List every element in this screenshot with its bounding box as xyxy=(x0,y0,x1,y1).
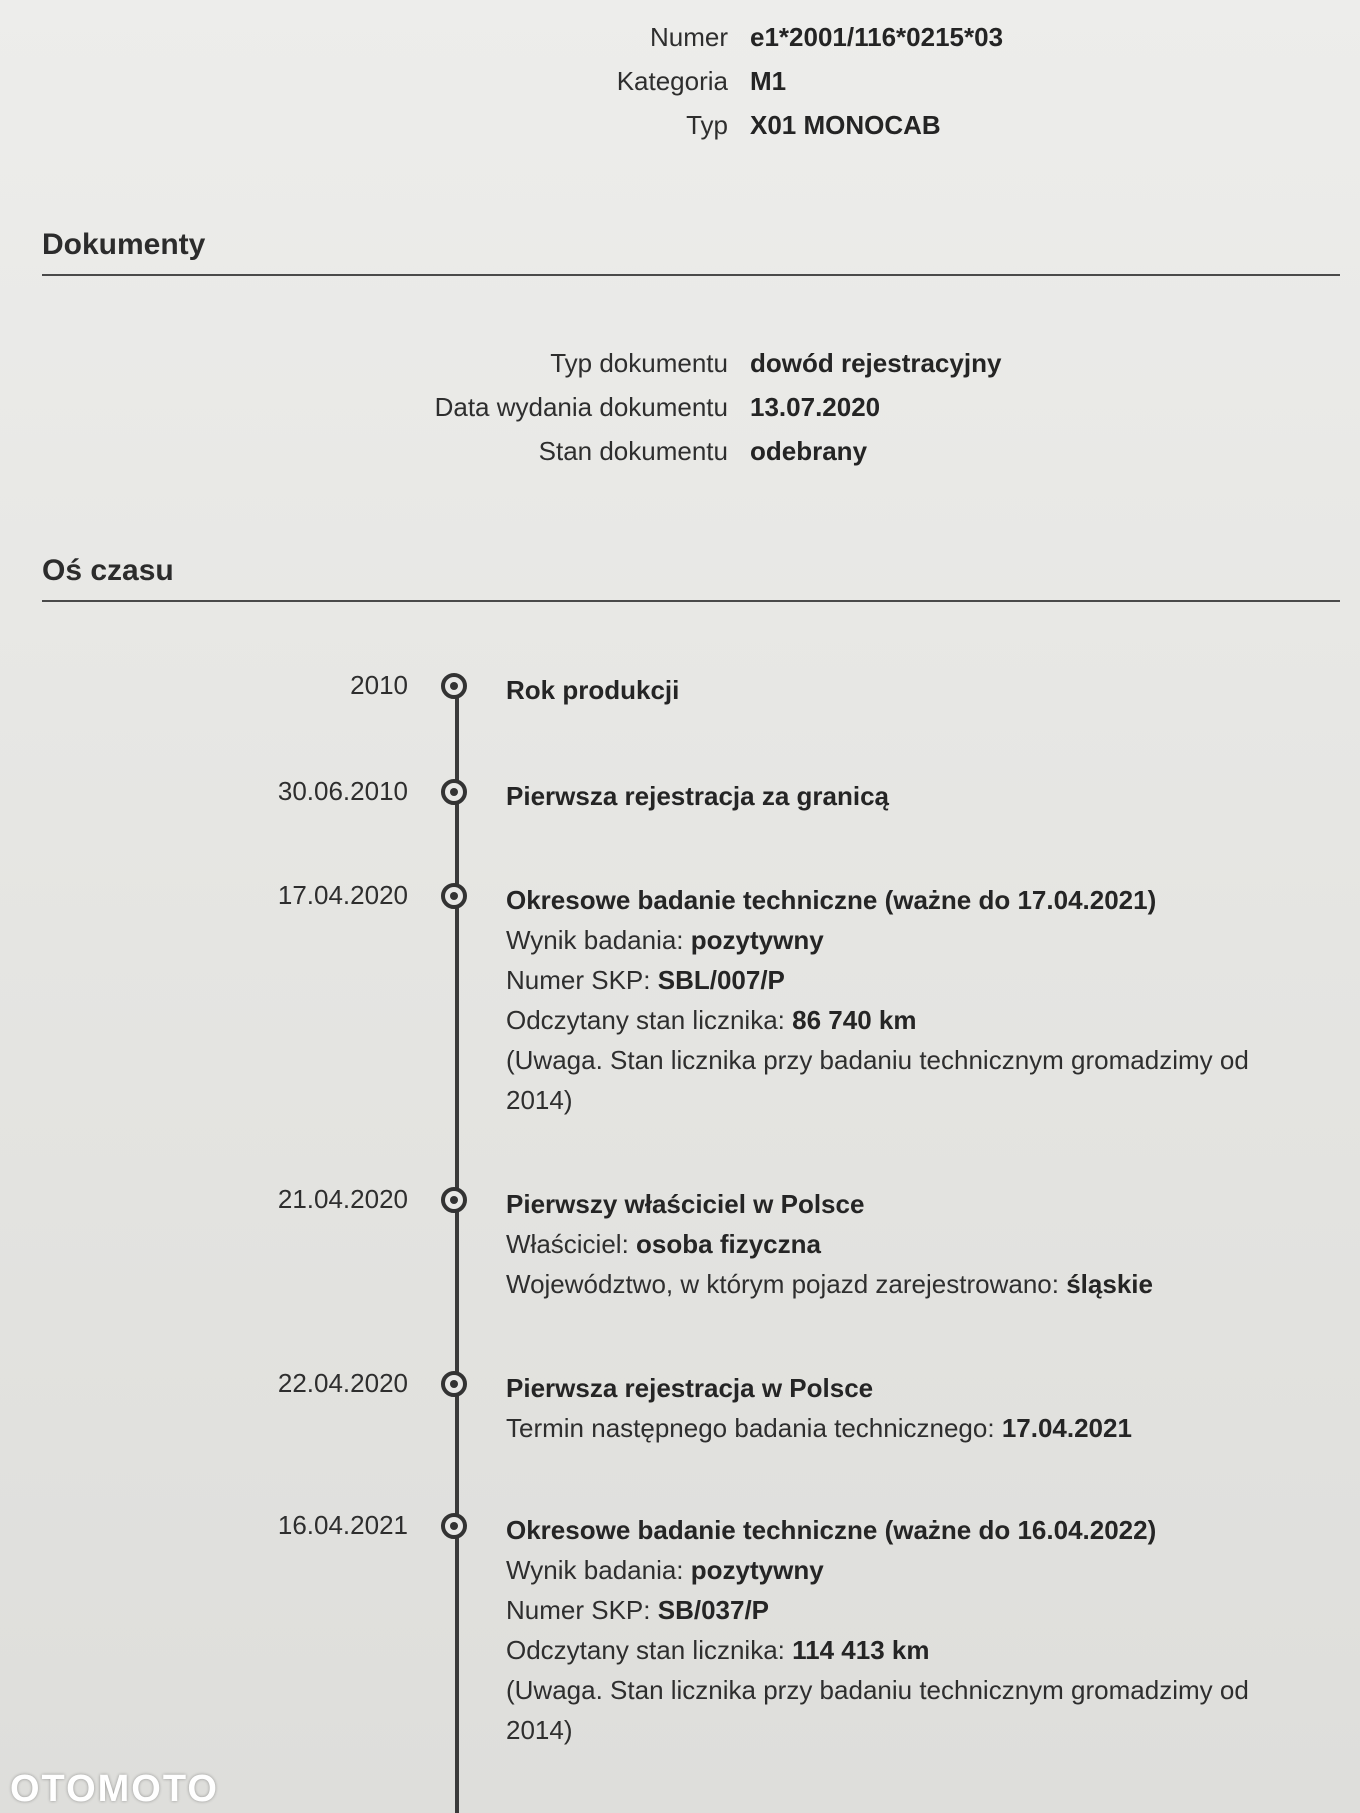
timeline-dot-icon xyxy=(441,673,467,699)
event-detail xyxy=(506,920,1266,960)
row-label: Kategoria xyxy=(616,66,728,96)
timeline-dot-icon xyxy=(441,779,467,805)
event-detail xyxy=(506,960,1266,1000)
detail-label: Odczytany stan licznika: xyxy=(506,1635,785,1665)
detail-value: pozytywny xyxy=(690,1555,824,1585)
timeline-line xyxy=(455,686,459,1813)
row-value: 13.07.2020 xyxy=(750,392,881,422)
otomoto-watermark: OTOMOTO xyxy=(10,1768,219,1810)
timeline-dot-icon xyxy=(441,1371,467,1397)
document-row-status xyxy=(0,436,1360,480)
section-divider xyxy=(42,600,1340,602)
row-value: dowód rejestracyjny xyxy=(750,348,1002,378)
timeline-dot-icon xyxy=(441,1513,467,1539)
detail-label: Wynik badania: xyxy=(506,1555,684,1585)
event-detail xyxy=(506,1630,1266,1670)
timeline-dot-icon xyxy=(441,883,467,909)
section-divider xyxy=(42,274,1340,276)
detail-label: Odczytany stan licznika: xyxy=(506,1005,785,1035)
vehicle-row-kategoria xyxy=(0,66,1360,110)
event-detail xyxy=(506,1550,1266,1590)
event-date: 21.04.2020 xyxy=(277,1184,408,1214)
timeline-dot-icon xyxy=(441,1187,467,1213)
event-title: Pierwsza rejestracja w Polsce xyxy=(506,1373,874,1403)
event-title: Okresowe badanie techniczne (ważne do 17.04.2021) xyxy=(506,885,1157,915)
detail-value: SB/037/P xyxy=(657,1595,770,1625)
event-title: Pierwsza rejestracja za granicą xyxy=(506,781,890,811)
event-title: Pierwszy właściciel w Polsce xyxy=(506,1189,865,1219)
detail-value: 86 740 km xyxy=(792,1005,917,1035)
event-detail xyxy=(506,1408,1266,1448)
detail-label: Numer SKP: xyxy=(506,965,651,995)
section-title-documents: Dokumenty xyxy=(42,228,206,261)
event-date: 2010 xyxy=(350,670,408,700)
event-date: 17.04.2020 xyxy=(277,880,408,910)
row-label: Typ xyxy=(686,110,728,140)
row-value: odebrany xyxy=(750,436,868,466)
event-body xyxy=(506,776,1266,816)
detail-value: pozytywny xyxy=(690,925,824,955)
event-date: 30.06.2010 xyxy=(277,776,408,806)
event-title: Okresowe badanie techniczne (ważne do 16.04.2022) xyxy=(506,1515,1157,1545)
vehicle-row-typ xyxy=(0,110,1360,154)
event-detail xyxy=(506,1264,1266,1304)
row-value: e1*2001/116*0215*03 xyxy=(750,22,1004,52)
event-note: (Uwaga. Stan licznika przy badaniu technicznym gromadzimy od 2014) xyxy=(506,1045,1249,1115)
row-label: Numer xyxy=(649,22,728,52)
event-detail xyxy=(506,1000,1266,1040)
event-date: 16.04.2021 xyxy=(277,1510,408,1540)
row-value: M1 xyxy=(750,66,787,96)
document-row-issue-date xyxy=(0,392,1360,436)
detail-label: Wynik badania: xyxy=(506,925,684,955)
detail-label: Numer SKP: xyxy=(506,1595,651,1625)
event-body xyxy=(506,1184,1266,1304)
vehicle-row-numer xyxy=(0,22,1360,66)
detail-value: 17.04.2021 xyxy=(1001,1413,1132,1443)
detail-label: Termin następnego badania technicznego: xyxy=(506,1413,995,1443)
event-date: 22.04.2020 xyxy=(277,1368,408,1398)
detail-value: śląskie xyxy=(1066,1269,1153,1299)
document-row-type xyxy=(0,348,1360,392)
detail-value: osoba fizyczna xyxy=(636,1229,821,1259)
detail-value: 114 413 km xyxy=(792,1635,930,1665)
event-detail xyxy=(506,1224,1266,1264)
detail-label: Województwo, w którym pojazd zarejestrowano: xyxy=(506,1269,1059,1299)
event-note: (Uwaga. Stan licznika przy badaniu technicznym gromadzimy od 2014) xyxy=(506,1675,1249,1745)
event-body xyxy=(506,670,1266,710)
row-label: Data wydania dokumentu xyxy=(434,392,728,422)
event-body xyxy=(506,880,1266,1120)
row-value: X01 MONOCAB xyxy=(750,110,941,140)
event-title: Rok produkcji xyxy=(506,675,680,705)
event-body xyxy=(506,1510,1266,1750)
row-label: Typ dokumentu xyxy=(550,348,728,378)
detail-label: Właściciel: xyxy=(506,1229,629,1259)
event-body xyxy=(506,1368,1266,1448)
detail-value: SBL/007/P xyxy=(657,965,785,995)
event-detail xyxy=(506,1590,1266,1630)
row-label: Stan dokumentu xyxy=(538,436,728,466)
section-title-timeline: Oś czasu xyxy=(42,554,174,587)
